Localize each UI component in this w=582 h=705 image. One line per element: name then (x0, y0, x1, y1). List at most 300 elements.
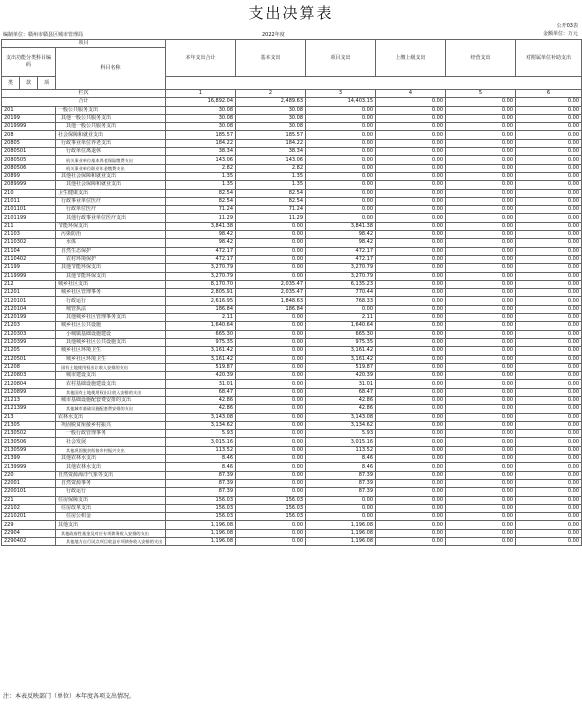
amount-cell: 0.00 (236, 438, 306, 446)
subject-code: 22001 (2, 479, 56, 487)
amount-cell: 0.00 (516, 156, 582, 164)
subject-name: 行政事业单位医疗 (56, 197, 166, 205)
amount-cell: 68.47 (306, 388, 376, 396)
amount-cell: 0.00 (446, 496, 516, 504)
amount-cell: 0.00 (446, 206, 516, 214)
table-row (2, 247, 582, 255)
amount-cell: 0.00 (376, 123, 446, 131)
amount-cell: 156.03 (166, 513, 236, 521)
amount-cell: 0.00 (236, 421, 306, 429)
amount-cell: 0.00 (376, 446, 446, 454)
amount-cell: 8.46 (306, 463, 376, 471)
table-number: 公开03表 (556, 23, 578, 29)
table-row (2, 189, 582, 197)
amount-cell: 0.00 (516, 372, 582, 380)
amount-cell: 0.00 (446, 264, 516, 272)
amount-cell: 0.00 (236, 255, 306, 263)
amount-cell: 0.00 (446, 297, 516, 305)
amount-cell: 0.00 (446, 438, 516, 446)
amount-cell: 3,143.08 (306, 413, 376, 421)
amount-cell: 186.84 (166, 305, 236, 313)
amount-cell: 0.00 (236, 222, 306, 230)
amount-cell: 0.00 (446, 222, 516, 230)
col-header-total: 本年支出合计 (166, 40, 236, 77)
amount-cell: 0.00 (376, 421, 446, 429)
amount-cell: 71.24 (166, 206, 236, 214)
amount-cell: 0.00 (236, 479, 306, 487)
amount-cell: 0.00 (516, 255, 582, 263)
amount-cell: 0.00 (306, 139, 376, 147)
amount-cell: 1,640.64 (166, 322, 236, 330)
amount-cell: 0.00 (516, 529, 582, 537)
amount-cell: 0.00 (516, 272, 582, 280)
amount-cell: 0.00 (446, 405, 516, 413)
amount-cell: 0.00 (236, 413, 306, 421)
amount-cell: 665.30 (306, 330, 376, 338)
amount-cell: 0.00 (376, 513, 446, 521)
subject-code: 2139999 (2, 463, 56, 471)
amount-cell: 2.82 (236, 164, 306, 172)
amount-cell: 0.00 (516, 280, 582, 288)
col-header-basic: 基本支出 (236, 40, 306, 77)
table-row (2, 255, 582, 263)
table-row (2, 338, 582, 346)
amount-cell: 0.00 (446, 338, 516, 346)
subject-code: 20805 (2, 139, 56, 147)
col-header-project: 项目支出 (306, 40, 376, 77)
amount-cell: 31.01 (166, 380, 236, 388)
amount-cell: 98.42 (306, 239, 376, 247)
amount-cell: 0.00 (446, 380, 516, 388)
amount-cell: 0.00 (516, 463, 582, 471)
amount-cell: 0.00 (516, 305, 582, 313)
amount-cell: 0.00 (516, 380, 582, 388)
amount-cell: 0.00 (236, 488, 306, 496)
amount-cell: 98.42 (166, 239, 236, 247)
table-row (2, 123, 582, 131)
amount-cell: 0.00 (516, 314, 582, 322)
total-value: 2,489.63 (236, 98, 306, 106)
subject-name: 其他社会保障和就业支出 (56, 181, 166, 189)
amount-cell: 0.00 (236, 247, 306, 255)
amount-cell: 0.00 (446, 372, 516, 380)
amount-cell: 3,270.79 (306, 264, 376, 272)
amount-cell: 0.00 (516, 413, 582, 421)
amount-cell: 0.00 (306, 156, 376, 164)
amount-cell: 0.00 (446, 247, 516, 255)
subject-code: 2080505 (2, 156, 56, 164)
amount-cell: 0.00 (446, 197, 516, 205)
amount-cell: 0.00 (376, 347, 446, 355)
amount-cell: 184.22 (166, 139, 236, 147)
table-row (2, 305, 582, 313)
amount-cell: 87.39 (166, 471, 236, 479)
amount-cell: 0.00 (376, 521, 446, 529)
amount-cell: 0.00 (376, 247, 446, 255)
subject-name: 城管执法 (56, 305, 166, 313)
amount-cell: 0.00 (236, 231, 306, 239)
subject-name: 农林水支出 (56, 413, 166, 421)
amount-cell: 0.00 (376, 280, 446, 288)
amount-cell: 0.00 (376, 231, 446, 239)
amount-cell: 0.00 (516, 139, 582, 147)
subject-code: 2120399 (2, 338, 56, 346)
amount-cell: 0.00 (516, 289, 582, 297)
amount-cell: 71.24 (236, 206, 306, 214)
amount-cell: 0.00 (236, 396, 306, 404)
amount-cell: 0.00 (446, 446, 516, 454)
amount-cell: 0.00 (376, 488, 446, 496)
subject-name: 住房公积金 (56, 513, 166, 521)
amount-cell: 0.00 (446, 280, 516, 288)
subject-name: 其他巩固脱贫衔接乡村振兴支出 (56, 446, 166, 454)
subject-code: 2080501 (2, 148, 56, 156)
subject-name: 城市基础设施配套费安排的支出 (56, 396, 166, 404)
amount-cell: 87.39 (166, 488, 236, 496)
amount-cell: 5.93 (306, 430, 376, 438)
subject-name: 自然资源海洋气象等支出 (56, 471, 166, 479)
table-row (2, 405, 582, 413)
amount-cell: 185.57 (236, 131, 306, 139)
amount-cell: 30.08 (236, 123, 306, 131)
amount-cell: 0.00 (376, 297, 446, 305)
amount-cell: 0.00 (446, 421, 516, 429)
amount-cell: 420.39 (306, 372, 376, 380)
amount-cell: 1,640.64 (306, 322, 376, 330)
amount-cell: 0.00 (446, 504, 516, 512)
amount-cell: 0.00 (236, 430, 306, 438)
subject-code: 21213 (2, 396, 56, 404)
amount-cell: 82.54 (166, 189, 236, 197)
subject-name: 巩固脱贫衔接乡村振兴 (56, 421, 166, 429)
amount-cell: 0.00 (376, 438, 446, 446)
subject-code: 201 (2, 106, 56, 114)
amount-cell: 0.00 (236, 272, 306, 280)
amount-cell: 0.00 (446, 347, 516, 355)
amount-cell: 420.39 (166, 372, 236, 380)
amount-cell: 0.00 (236, 521, 306, 529)
amount-cell: 0.00 (446, 156, 516, 164)
amount-cell: 0.00 (376, 255, 446, 263)
amount-cell: 0.00 (376, 189, 446, 197)
amount-cell: 0.00 (446, 255, 516, 263)
amount-cell: 0.00 (446, 521, 516, 529)
total-row (2, 98, 582, 106)
amount-cell: 770.44 (306, 289, 376, 297)
amount-cell: 0.00 (516, 181, 582, 189)
amount-cell: 0.00 (446, 488, 516, 496)
amount-cell: 143.06 (236, 156, 306, 164)
amount-cell: 0.00 (516, 338, 582, 346)
amount-cell: 30.08 (166, 106, 236, 114)
amount-cell: 30.08 (166, 123, 236, 131)
subject-name: 城乡社区环境卫生 (56, 347, 166, 355)
amount-cell: 1.35 (166, 181, 236, 189)
subject-code: 20899 (2, 172, 56, 180)
amount-cell: 0.00 (446, 330, 516, 338)
subject-name: 社会保障和就业支出 (56, 131, 166, 139)
amount-cell: 11.29 (166, 214, 236, 222)
amount-cell: 0.00 (306, 197, 376, 205)
amount-cell: 0.00 (516, 222, 582, 230)
amount-cell: 0.00 (306, 206, 376, 214)
subject-name: 住房保障支出 (56, 496, 166, 504)
amount-cell: 0.00 (516, 471, 582, 479)
amount-cell: 3,015.16 (306, 438, 376, 446)
amount-cell: 0.00 (236, 405, 306, 413)
table-row (2, 438, 582, 446)
amount-cell: 0.00 (376, 139, 446, 147)
amount-cell: 0.00 (376, 504, 446, 512)
table-row (2, 455, 582, 463)
amount-cell: 0.00 (376, 372, 446, 380)
subject-code: 2130599 (2, 446, 56, 454)
amount-cell: 0.00 (516, 189, 582, 197)
amount-cell: 0.00 (516, 496, 582, 504)
amount-cell: 0.00 (376, 264, 446, 272)
amount-cell: 472.17 (166, 255, 236, 263)
table-row (2, 446, 582, 454)
subject-name: 其他行政事业单位医疗支出 (56, 214, 166, 222)
amount-cell: 2,616.95 (166, 297, 236, 305)
subject-code: 2080506 (2, 164, 56, 172)
col-header-upper: 上缴上级支出 (376, 40, 446, 77)
amount-cell: 0.00 (376, 164, 446, 172)
amount-cell: 3,270.79 (166, 272, 236, 280)
table-row (2, 396, 582, 404)
amount-cell: 0.00 (236, 372, 306, 380)
amount-cell: 98.42 (166, 231, 236, 239)
amount-cell: 0.00 (306, 164, 376, 172)
subject-code: 211 (2, 222, 56, 230)
amount-cell: 0.00 (516, 446, 582, 454)
amount-cell: 0.00 (376, 538, 446, 546)
amount-cell: 0.00 (516, 322, 582, 330)
amount-cell: 6,135.23 (306, 280, 376, 288)
amount-cell: 0.00 (516, 347, 582, 355)
amount-cell: 0.00 (516, 214, 582, 222)
table-row (2, 156, 582, 164)
amount-cell: 1,196.08 (166, 538, 236, 546)
col-header-business: 经营支出 (446, 40, 516, 77)
subject-name: 节能环保支出 (56, 222, 166, 230)
table-row (2, 355, 582, 363)
subject-code: 2200101 (2, 488, 56, 496)
amount-cell: 0.00 (236, 363, 306, 371)
amount-cell: 1,848.63 (236, 297, 306, 305)
amount-cell: 0.00 (446, 272, 516, 280)
amount-cell: 1,196.08 (166, 529, 236, 537)
amount-cell: 0.00 (376, 314, 446, 322)
amount-cell: 0.00 (516, 513, 582, 521)
subject-name: 卫生健康支出 (56, 189, 166, 197)
amount-cell: 38.34 (236, 148, 306, 156)
amount-cell: 0.00 (516, 455, 582, 463)
subject-code: 21305 (2, 421, 56, 429)
subject-name: 住房改革支出 (56, 504, 166, 512)
amount-cell: 0.00 (306, 181, 376, 189)
amount-cell: 0.00 (376, 239, 446, 247)
amount-cell: 42.86 (306, 396, 376, 404)
amount-cell: 3,134.62 (306, 421, 376, 429)
amount-cell: 0.00 (376, 272, 446, 280)
col-number: 2 (236, 90, 306, 98)
table-header (2, 40, 582, 107)
table-body (2, 106, 582, 546)
table-row (2, 521, 582, 529)
amount-cell: 0.00 (306, 106, 376, 114)
amount-cell: 3,134.62 (166, 421, 236, 429)
amount-cell: 0.00 (376, 222, 446, 230)
subject-code: 2120104 (2, 305, 56, 313)
amount-cell: 184.22 (236, 139, 306, 147)
amount-cell: 0.00 (376, 322, 446, 330)
amount-cell: 0.00 (516, 388, 582, 396)
subject-name: 城乡社区支出 (56, 280, 166, 288)
table-row (2, 181, 582, 189)
table-row (2, 214, 582, 222)
kuan-header: 款 (20, 77, 38, 90)
col-number: 5 (446, 90, 516, 98)
amount-cell: 0.00 (376, 131, 446, 139)
amount-cell: 0.00 (236, 463, 306, 471)
subject-name: 其他节能环保支出 (56, 264, 166, 272)
amount-cell: 0.00 (446, 164, 516, 172)
amount-cell: 0.00 (306, 214, 376, 222)
subject-name: 国有土地使用权出让收入安排的支出 (56, 363, 166, 371)
subject-name: 行政事业单位养老支出 (56, 139, 166, 147)
amount-cell: 0.00 (376, 181, 446, 189)
subject-name: 其他农林水支出 (56, 463, 166, 471)
subject-name: 其他节能环保支出 (56, 272, 166, 280)
subject-name: 自然资源事务 (56, 479, 166, 487)
subject-code: 21205 (2, 347, 56, 355)
amount-cell: 0.00 (446, 114, 516, 122)
amount-cell: 0.00 (446, 314, 516, 322)
amount-cell: 1.35 (236, 172, 306, 180)
footnote: 注：本表反映部门（单位）本年度各项支出情况。 (3, 693, 136, 700)
subject-code: 2210201 (2, 513, 56, 521)
subject-code: 2120804 (2, 380, 56, 388)
amount-cell: 0.00 (376, 496, 446, 504)
amount-cell: 519.87 (166, 363, 236, 371)
func-code-header: 支出功能分类科目编码 (2, 48, 56, 77)
amount-cell: 0.00 (446, 538, 516, 546)
amount-cell: 0.00 (376, 471, 446, 479)
table-row (2, 388, 582, 396)
amount-cell: 768.33 (306, 297, 376, 305)
amount-cell: 472.17 (166, 247, 236, 255)
lanci-label: 栏次 (2, 90, 166, 98)
subject-name: 其他城市基础设施配套费安排的支出 (56, 405, 166, 413)
subject-name: 农村环境保护 (56, 255, 166, 263)
subject-code: 2130506 (2, 438, 56, 446)
subject-code: 2101199 (2, 214, 56, 222)
subject-code: 2120303 (2, 330, 56, 338)
amount-cell: 0.00 (516, 131, 582, 139)
amount-cell: 87.39 (166, 479, 236, 487)
year-label: 2022年度 (262, 32, 285, 38)
subject-name: 机关事业单位职业年金缴费支出 (56, 164, 166, 172)
amount-cell: 0.00 (236, 446, 306, 454)
amount-cell: 0.00 (376, 156, 446, 164)
amount-cell: 0.00 (376, 114, 446, 122)
table-row (2, 421, 582, 429)
amount-cell: 0.00 (376, 396, 446, 404)
amount-cell: 8.46 (166, 463, 236, 471)
amount-cell: 0.00 (306, 131, 376, 139)
subject-name: 城乡社区环境卫生 (56, 355, 166, 363)
col-number: 6 (516, 90, 582, 98)
subject-name: 其他一般公共服务支出 (56, 123, 166, 131)
amount-cell: 0.00 (306, 189, 376, 197)
amount-cell: 0.00 (306, 114, 376, 122)
table-row (2, 206, 582, 214)
amount-cell: 2.82 (166, 164, 236, 172)
amount-cell: 0.00 (236, 347, 306, 355)
amount-cell: 0.00 (446, 106, 516, 114)
amount-cell: 185.57 (166, 131, 236, 139)
amount-cell: 2.11 (166, 314, 236, 322)
amount-cell: 0.00 (376, 479, 446, 487)
amount-cell: 30.08 (166, 114, 236, 122)
subject-name: 行政运行 (56, 297, 166, 305)
amount-cell: 0.00 (376, 413, 446, 421)
project-header: 项目 (2, 40, 166, 48)
amount-cell: 0.00 (306, 305, 376, 313)
total-value: 0.00 (446, 98, 516, 106)
amount-cell: 87.39 (306, 479, 376, 487)
table-row (2, 380, 582, 388)
amount-cell: 0.00 (516, 172, 582, 180)
table-row (2, 139, 582, 147)
amount-cell: 2,035.47 (236, 280, 306, 288)
subject-code: 2110402 (2, 255, 56, 263)
expenditure-table (1, 39, 582, 546)
table-row (2, 289, 582, 297)
subject-code: 21199 (2, 264, 56, 272)
amount-cell: 0.00 (516, 114, 582, 122)
amount-cell: 0.00 (446, 413, 516, 421)
col-number: 4 (376, 90, 446, 98)
amount-cell: 0.00 (516, 363, 582, 371)
amount-cell: 0.00 (236, 455, 306, 463)
amount-cell: 0.00 (516, 148, 582, 156)
subject-code: 21011 (2, 197, 56, 205)
amount-cell: 42.86 (166, 396, 236, 404)
table-row (2, 114, 582, 122)
amount-cell: 156.03 (236, 513, 306, 521)
amount-cell: 87.39 (306, 471, 376, 479)
table-row (2, 538, 582, 546)
amount-cell: 8,170.70 (166, 280, 236, 288)
amount-cell: 2,035.47 (236, 289, 306, 297)
amount-cell: 42.86 (306, 405, 376, 413)
table-row (2, 322, 582, 330)
amount-cell: 68.47 (166, 388, 236, 396)
amount-cell: 0.00 (236, 355, 306, 363)
amount-cell: 0.00 (306, 513, 376, 521)
amount-cell: 38.34 (166, 148, 236, 156)
amount-cell: 30.08 (236, 114, 306, 122)
amount-cell: 156.03 (236, 496, 306, 504)
amount-cell: 0.00 (376, 430, 446, 438)
table-row (2, 106, 582, 114)
subject-code: 213 (2, 413, 56, 421)
amount-cell: 1,196.08 (166, 521, 236, 529)
amount-cell: 0.00 (376, 289, 446, 297)
col-header-subsidy: 对附属单位补助支出 (516, 40, 582, 77)
